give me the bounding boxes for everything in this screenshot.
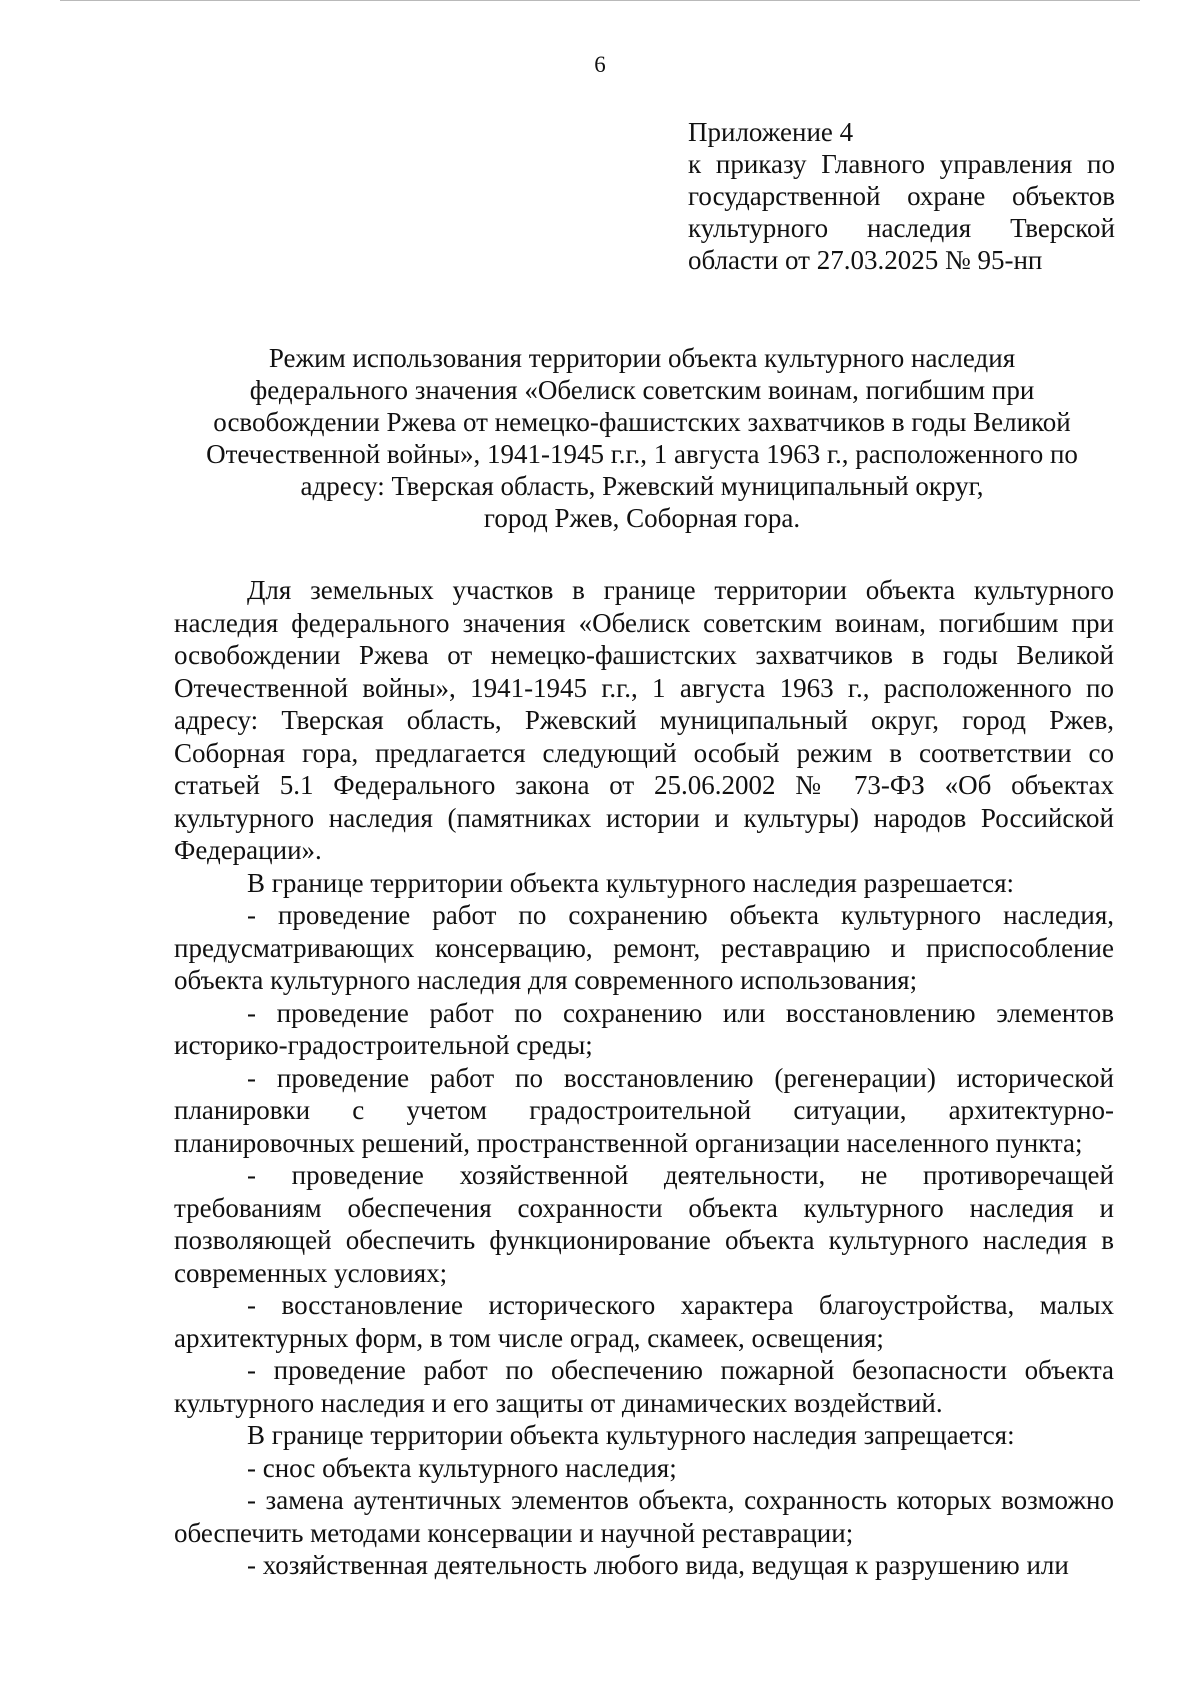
intro-paragraph: Для земельных участков в границе территории объекта культурного наследия федерального значения «Обелиск советским воинам, погибшим при освобождении Ржева от немецко-фашистских захватчиков в годы Великой Отечественной войны», 1941-1945 г.г., 1 августа 1963 г., расположенного по адресу: Тверская область, Ржевский муниципальный округ, город Ржев, Соборная гора, предлагается следующий особый режим в соответствии со статьей 5.1 Федерального закона от 25.06.2002 № 73-ФЗ «Об объектах культурного наследия (памятниках истории и культуры) народов Российской Федерации».: [174, 575, 1114, 865]
top-edge-line: [60, 0, 1140, 1]
prohibited-item: - замена аутентичных элементов объекта, сохранность которых возможно обеспечить методами консервации и научной реставрации;: [174, 1485, 1114, 1548]
title-line: федерального значения «Обелиск советским воинам, погибшим при: [249, 375, 1035, 405]
allowed-item: - восстановление исторического характера благоустройства, малых архитектурных форм, в том числе оград, скамеек, освещения;: [174, 1290, 1114, 1353]
appendix-reference: к приказу Главного управления по государственной охране объектов культурного наследия Тверской области от 27.03.2025 № 95-нп: [688, 149, 1115, 275]
allowed-item: - проведение работ по сохранению объекта культурного наследия, предусматривающих консервацию, ремонт, реставрацию и приспособление объекта культурного наследия для современного использования;: [174, 900, 1114, 995]
title-line: освобождении Ржева от немецко-фашистских захватчиков в годы Великой: [213, 407, 1071, 437]
allowed-item: - проведение хозяйственной деятельности, не противоречащей требованиям обеспечения сохранности объекта культурного наследия и позволяющей обеспечить функционирование объекта культурного наследия в современных условиях;: [174, 1160, 1114, 1288]
allowed-item: - проведение работ по восстановлению (регенерации) исторической планировки с учетом градостроительной ситуации, архитектурно-планировочных решений, пространственной организации населенного пункта;: [174, 1062, 1114, 1158]
allowed-item: - проведение работ по обеспечению пожарной безопасности объекта культурного наследия и его защиты от динамических воздействий.: [174, 1355, 1114, 1418]
document-title: [170, 342, 1114, 534]
title-line: Режим использования территории объекта культурного наследия: [268, 343, 1016, 373]
appendix-header: [688, 116, 1115, 276]
appendix-title: Приложение 4: [688, 117, 854, 147]
allowed-item: - проведение работ по сохранению или восстановлению элементов историко-градостроительной среды;: [174, 997, 1114, 1060]
title-line: Отечественной войны», 1941-1945 г.г., 1 августа 1963 г., расположенного по: [206, 439, 1078, 469]
prohibited-item: - снос объекта культурного наследия;: [247, 1452, 677, 1483]
prohibited-item: - хозяйственная деятельность любого вида, ведущая к разрушению или: [247, 1550, 1069, 1580]
title-line: город Ржев, Соборная гора.: [483, 503, 801, 533]
document-body: [174, 574, 1114, 1582]
allowed-heading: В границе территории объекта культурного наследия разрешается:: [247, 867, 1015, 898]
prohibited-heading: В границе территории объекта культурного наследия запрещается:: [247, 1420, 1015, 1450]
title-line: адресу: Тверская область, Ржевский муниципальный округ,: [300, 471, 984, 501]
page-number: 6: [594, 52, 606, 77]
